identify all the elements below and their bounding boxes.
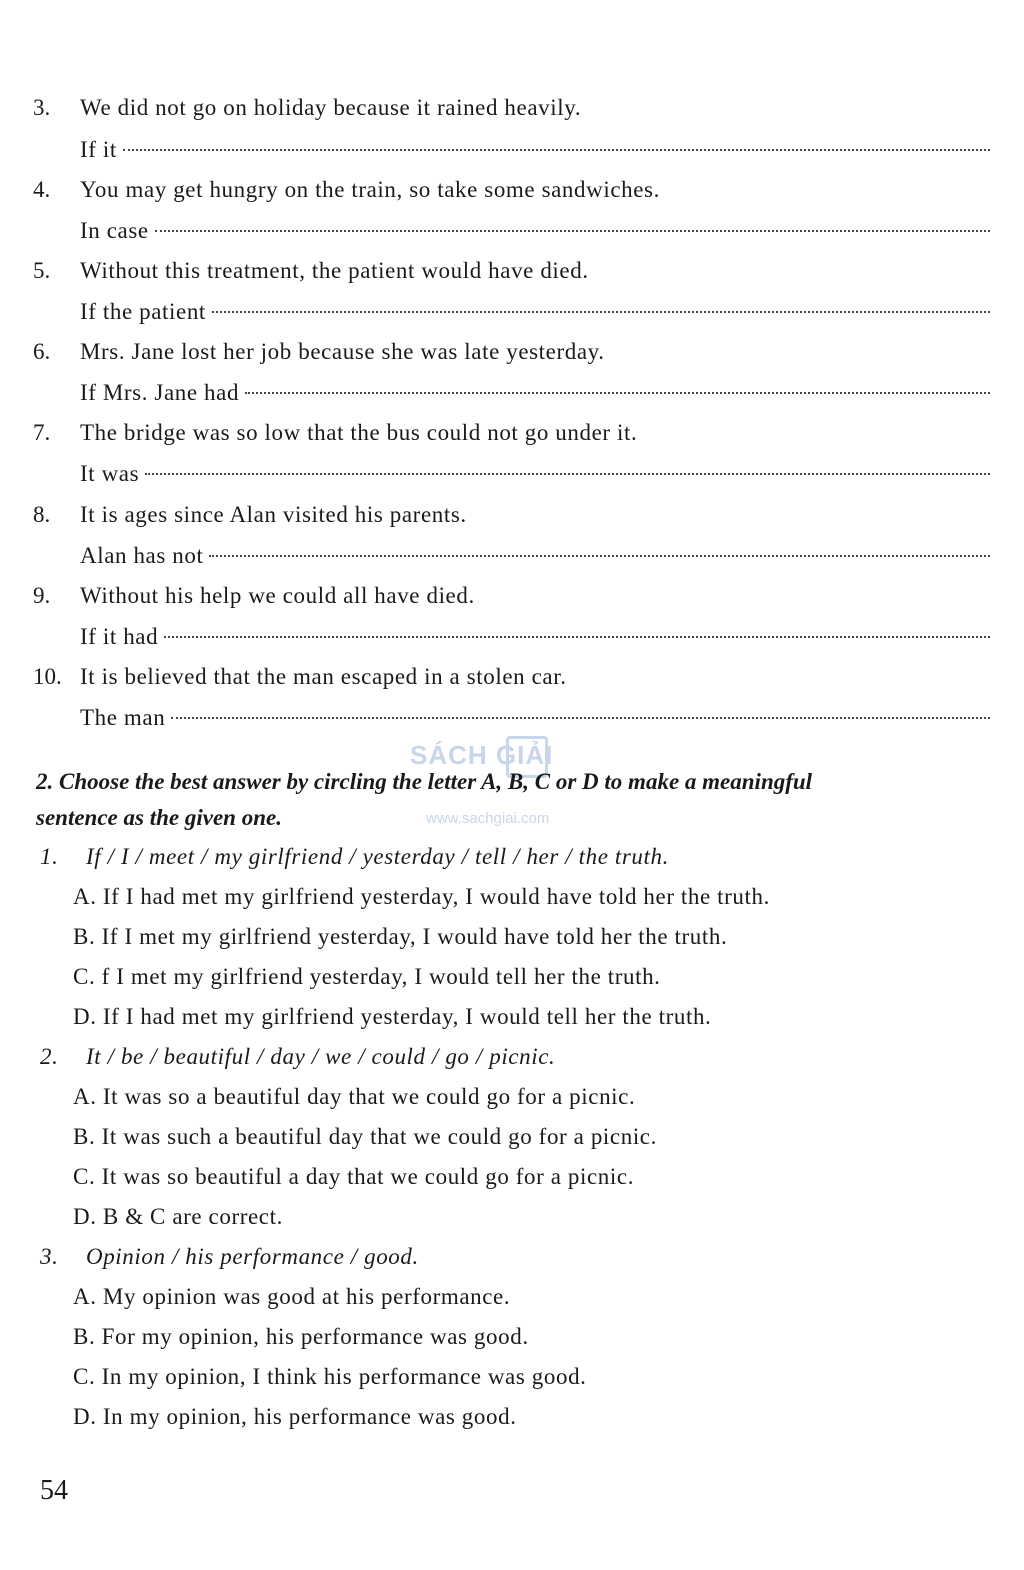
- answer-line[interactable]: [80, 459, 990, 489]
- answer-line[interactable]: [80, 622, 990, 652]
- section-heading-line-2: sentence as the given one.: [36, 805, 282, 830]
- dotted-blank: [245, 392, 990, 394]
- item-number: 9.: [33, 583, 51, 608]
- item-number: 7.: [33, 420, 51, 445]
- section-heading-line-1: 2. Choose the best answer by circling the letter A, B, C or D to make a meaningful: [36, 769, 813, 794]
- item-sentence: Mrs. Jane lost her job because she was late yesterday.: [80, 339, 605, 364]
- answer-lead: The man: [80, 705, 166, 730]
- item-sentence: You may get hungry on the train, so take some sandwiches.: [80, 177, 660, 202]
- question-number: 2.: [40, 1044, 59, 1069]
- dotted-blank: [209, 555, 990, 557]
- answer-line[interactable]: [80, 216, 990, 246]
- question-number: 3.: [40, 1244, 59, 1269]
- answer-option-c[interactable]: C. f I met my girlfriend yesterday, I would tell her the truth.: [73, 964, 661, 989]
- watermark-title: SÁCH GIẢI: [410, 740, 554, 770]
- answer-line[interactable]: [80, 378, 990, 408]
- item-sentence: The bridge was so low that the bus could not go under it.: [80, 420, 638, 445]
- answer-option-c[interactable]: C. In my opinion, I think his performance was good.: [73, 1364, 587, 1389]
- item-number: 5.: [33, 258, 51, 283]
- answer-option-a[interactable]: A. My opinion was good at his performance.: [73, 1284, 511, 1309]
- answer-option-d[interactable]: D. In my opinion, his performance was good.: [73, 1404, 517, 1429]
- question-prompt: It / be / beautiful / day / we / could / go / picnic.: [86, 1044, 556, 1069]
- answer-line[interactable]: [80, 541, 990, 571]
- answer-option-a[interactable]: A. If I had met my girlfriend yesterday, I would have told her the truth.: [73, 884, 770, 909]
- item-number: 6.: [33, 339, 51, 364]
- answer-lead: If it had: [80, 624, 159, 649]
- question-prompt: Opinion / his performance / good.: [86, 1244, 419, 1269]
- dotted-blank: [155, 230, 990, 232]
- answer-line[interactable]: [80, 135, 990, 165]
- answer-option-d[interactable]: D. If I had met my girlfriend yesterday, I would tell her the truth.: [73, 1004, 712, 1029]
- item-number: 8.: [33, 502, 51, 527]
- page-number: 54: [40, 1475, 68, 1506]
- answer-option-b[interactable]: B. If I met my girlfriend yesterday, I would have told her the truth.: [73, 924, 728, 949]
- answer-option-c[interactable]: C. It was so beautiful a day that we could go for a picnic.: [73, 1164, 635, 1189]
- watermark-url: www.sachgiai.com: [426, 810, 550, 827]
- item-number: 10.: [33, 664, 62, 689]
- answer-option-a[interactable]: A. It was so a beautiful day that we could go for a picnic.: [73, 1084, 636, 1109]
- item-sentence: It is ages since Alan visited his parents.: [80, 502, 467, 527]
- answer-lead: Alan has not: [80, 543, 204, 568]
- answer-option-b[interactable]: B. It was such a beautiful day that we could go for a picnic.: [73, 1124, 657, 1149]
- answer-lead: In case: [80, 218, 149, 243]
- item-sentence: We did not go on holiday because it rained heavily.: [80, 95, 582, 120]
- dotted-blank: [212, 311, 990, 313]
- answer-line[interactable]: [80, 297, 990, 327]
- answer-line[interactable]: [80, 703, 990, 733]
- item-sentence: Without his help we could all have died.: [80, 583, 475, 608]
- dotted-blank: [145, 473, 990, 475]
- answer-lead: If the patient: [80, 299, 206, 324]
- answer-lead: It was: [80, 461, 140, 486]
- item-sentence: Without this treatment, the patient would have died.: [80, 258, 589, 283]
- answer-lead: If it: [80, 137, 117, 162]
- question-prompt: If / I / meet / my girlfriend / yesterday / tell / her / the truth.: [86, 844, 669, 869]
- dotted-blank: [164, 636, 990, 638]
- answer-option-d[interactable]: D. B & C are correct.: [73, 1204, 283, 1229]
- question-number: 1.: [40, 844, 59, 869]
- item-number: 3.: [33, 95, 51, 120]
- answer-option-b[interactable]: B. For my opinion, his performance was good.: [73, 1324, 529, 1349]
- dotted-blank: [123, 149, 990, 151]
- dotted-blank: [171, 717, 990, 719]
- item-sentence: It is believed that the man escaped in a stolen car.: [80, 664, 567, 689]
- item-number: 4.: [33, 177, 51, 202]
- answer-lead: If Mrs. Jane had: [80, 380, 240, 405]
